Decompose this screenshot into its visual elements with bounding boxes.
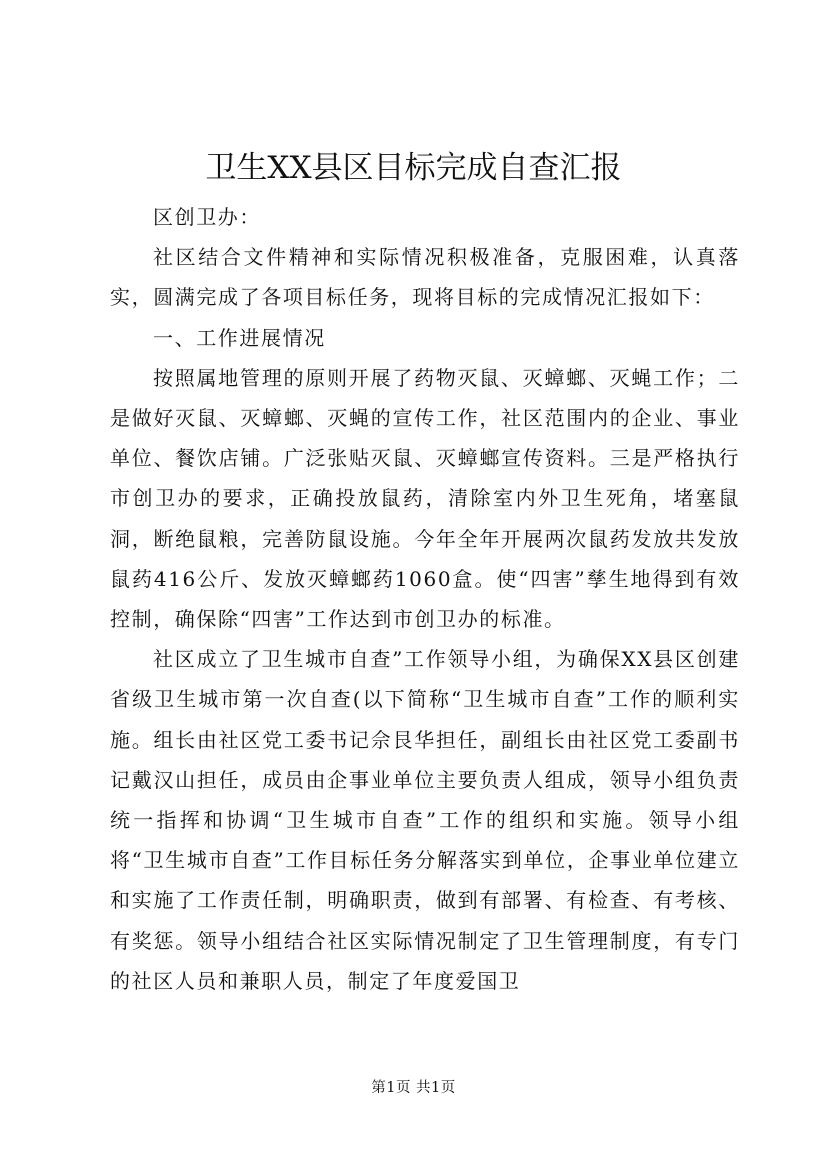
salutation: 区创卫办： <box>153 205 261 229</box>
document-body <box>110 197 740 1001</box>
paragraph-organization: 社区成立了卫生城市自查”工作领导小组，为确保XX县区创建省级卫生城市第一次自查(以下简称“卫生城市自查”工作的顺利实施。组长由社区党工委书记佘艮华担任，副组长由社区党工委副书记戴汉山担任，成员由企事业单位主要负责人组成，领导小组负责统一指挥和协调“卫生城市自查”工作的组织和实施。领导小组将“卫生城市自查”工作目标任务分解落实到单位，企事业单位建立和实施了工作责任制，明确职责，做到有部署、有检查、有考核、有奖惩。领导小组结合社区实际情况制定了卫生管理制度，有专门的社区人员和兼职人员，制定了年度爱国卫 <box>110 647 740 993</box>
page-footer: 第1页 共1页 <box>371 1080 456 1096</box>
document-title: 卫生XX县区目标完成自查汇报 <box>205 150 622 186</box>
section-heading: 一、工作进展情况 <box>153 325 326 350</box>
paragraph-progress: 按照属地管理的原则开展了药物灭鼠、灭蟑螂、灭蝇工作；二是做好灭鼠、灭蟑螂、灭蝇的宣传工作，社区范围内的企业、事业单位、餐饮店铺。广泛张贴灭鼠、灭蟑螂宣传资料。三是严格执行市创卫办的要求，正确投放鼠药，清除室内外卫生死角，堵塞鼠洞，断绝鼠粮，完善防鼠设施。今年全年开展两次鼠药发放共发放鼠药416公斤、发放灭蟑螂药1060盒。使“四害”孳生地得到有效控制，确保除“四害”工作达到市创卫办的标准。 <box>110 365 740 632</box>
paragraph-intro: 社区结合文件精神和实际情况积极准备，克服困难，认真落实，圆满完成了各项目标任务，现将目标的完成情况汇报如下： <box>110 245 740 310</box>
